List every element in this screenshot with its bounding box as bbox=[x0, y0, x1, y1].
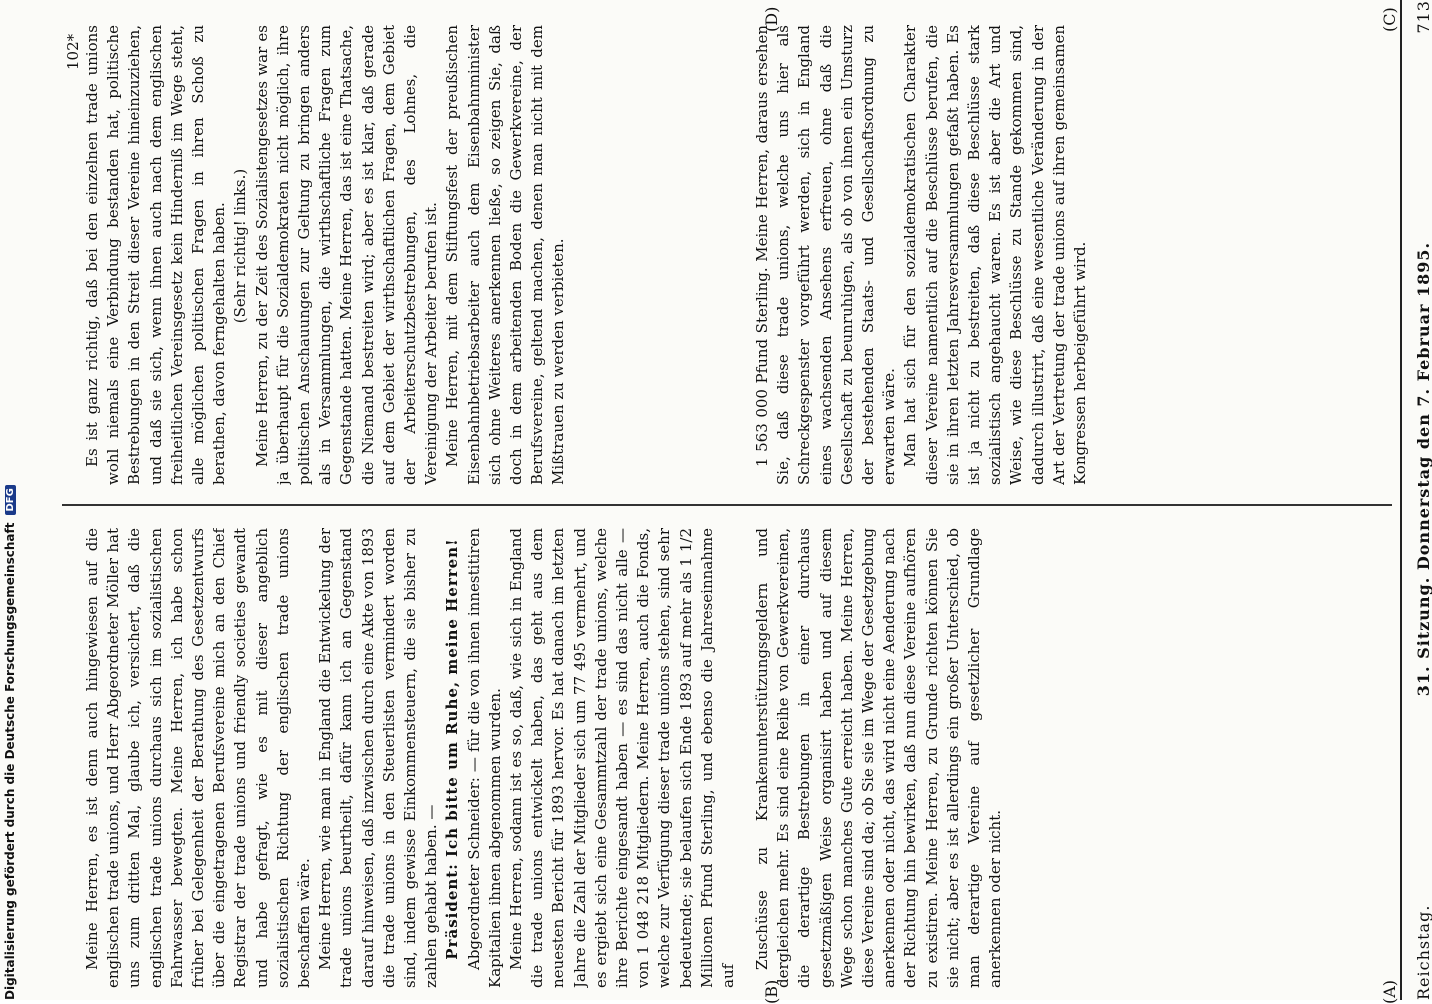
dfg-logo: DFG bbox=[5, 485, 16, 514]
paragraph: Zuschüsse zu Krankenunterstützungsgeldern und dergleichen mehr. Es sind eine Reihe von Gewerkvereinen, die derartige Bestrebungen in einer durchaus gesetzmäßigen Weise organisirt haben und auf diesem Wege schon manches Gute erreicht haben. Meine Herren, diese Vereine sind da; ob Sie sie im Wege der Gesetzgebung anerkennen oder nicht, das wird nicht eine Aenderung nach der Richtung hin bewirken, daß nun diese Vereine aufhören zu existiren. Meine Herren, zu Grunde richten können Sie sie nicht; aber es ist allerdings ein großer Unterschied, ob man derartige Vereine auf gesetzlicher Grundlage anerkennen oder nicht. bbox=[752, 528, 1006, 988]
rotated-page-content bbox=[62, 0, 1432, 1000]
page-number: 713 bbox=[1414, 0, 1432, 34]
paragraph: Man hat sich für den sozialdemokratischen Charakter dieser Vereine namentlich auf die Beschlüsse berufen, die sie in ihren letzten Jahresversammlungen gefaßt haben. Es ist ja nicht zu bestreiten, daß diese Beschlüsse stark sozialistisch angehaucht waren. Es ist aber die Art und Weise, wie diese Beschlüsse zu Stande gekommen sind, dadurch illustrirt, daß eine wesentliche Veränderung in der Art der Vertretung der trade unions auf ihren gemeinsamen Kongressen herbeigeführt wird. bbox=[900, 25, 1091, 485]
header-center: 31. Sitzung. Donnerstag den 7. Februar 1895. bbox=[1414, 242, 1432, 696]
paragraph: Meine Herren, wie man in England die Entwickelung der trade unions beurtheilt, dafür kann ich an Gegenstand darauf hinweisen, daß inzwischen durch eine Akte von 1893 die trade unions in den Steuerlisten vermindert worden sind, indem gewisse Einkommensteuern, die sie bisher zu zahlen gehabt haben. — bbox=[315, 528, 442, 988]
header-rule bbox=[1400, 0, 1402, 1000]
digitization-credit bbox=[0, 0, 20, 1000]
sheet-signature: 102* bbox=[64, 34, 82, 70]
paragraph: Meine Herren, es ist denn auch hingewiesen auf die englischen trade unions, und Herr Abgeordneter Möller hat uns zum dritten Mal, glaube ich, versichert, daß die englischen trade unions durchaus sich im sozialistischen Fahrwasser bewegten. Meine Herren, ich habe schon früher bei Gelegenheit der Berathung des Gesetzentwurfs über die eingetragenen Berufsvereine mich an den Chief Registrar der trade unions und friendly societies gewandt und habe gefragt, wie es mit dieser angeblich sozialistischen Richtung der englischen trade unions beschaffen wäre. bbox=[82, 528, 315, 988]
running-header bbox=[1407, 0, 1432, 1000]
speaker-line-president: Präsident: Ich bitte um Ruhe, meine Herren! bbox=[442, 528, 463, 988]
paragraph: Meine Herren, sodann ist es so, daß, wie sich in England die trade unions entwickelt haben, das geht aus dem neuesten Bericht für 1893 hervor. Es hat danach im letzten Jahre die Zahl der Mitglieder sich um 77 495 vermehrt, und es ergiebt sich eine Gesammtzahl der trade unions, welche ihre Berichte eingesandt haben — es sind das nicht alle — von 1 048 218 Mitgliedern. Meine Herren, auch die Fonds, welche zur Verfügung dieser trade unions stehen, sind sehr bedeutende; sie belaufen sich Ende 1893 auf mehr als 1 1/2 Millionen Pfund Sterling, und ebenso die Jahreseinnahme auf bbox=[506, 528, 739, 988]
margin-marker-a: (A) bbox=[1380, 980, 1399, 1004]
left-column-bottom bbox=[82, 528, 742, 988]
interjection: (Sehr richtig! links.) bbox=[230, 25, 251, 485]
margin-marker-c: (C) bbox=[1380, 7, 1399, 32]
paragraph: Meine Herren, mit dem Stiftungsfest der preußischen Eisenbahnbetriebsarbeiter auch dem Eisenbahnminister sich ohne Weiteres anerkennen ließe, so zeigen Sie, daß doch in dem arbeitenden Boden die Gewerkvereine, der Berufsvereine, geltend machen, denen man nicht mit dem Mißtrauen zu werden verbieten. bbox=[442, 25, 569, 485]
right-column-top bbox=[752, 25, 1392, 485]
paragraph: Meine Herren, zu der Zeit des Sozialistengesetzes war es ja überhaupt für die Sozialdemokraten nicht möglich, ihre politischen Anschauungen zur Geltung zu bringen anders als in Versammlungen, die wirthschaftliche Fragen zum Gegenstande hatten. Meine Herren, das ist eine Thatsache, die Niemand bestreiten wird; aber es ist klar, daß gerade auf dem Gebiet der wirthschaftlichen Fragen, dem Gebiet der Arbeiterschutzbestrebungen, des Lohnes, die Vereinigung der Arbeiter berufen ist. bbox=[252, 25, 443, 485]
header-left: Reichstag. bbox=[1414, 905, 1432, 1000]
paragraph: 1 563 000 Pfund Sterling. Meine Herren, daraus ersehen Sie, daß diese trade unions, welche uns hier als Schreckgespenster vorgeführt werden, sich in England eines wachsenden Ansehens erfreuen, ohne daß die Gesellschaft zu beunruhigen, als ob von ihnen ein Umsturz der bestehenden Staats- und Gesellschaftsordnung zu erwarten wäre. bbox=[752, 25, 900, 485]
credit-text: Digitalisierung gefördert durch die Deutsche Forschungsgemeinschaft bbox=[3, 523, 17, 1000]
margin-marker-d: (D) bbox=[762, 7, 781, 32]
paragraph: Es ist ganz richtig, daß bei den einzelnen trade unions wohl niemals eine Verbindung bestanden hat, politische Bestrebungen in den Streit dieser Vereine hineinzuziehen, und daß sie sich, wenn ihnen auch nach dem englischen freiheitlichen Vereinsgesetz kein Hinderniß im Wege steht, alle möglichen politischen Fragen in ihren Schoß zu berathen, davon ferngehalten haben. bbox=[82, 25, 230, 485]
column-divider bbox=[62, 504, 1392, 506]
right-column-bottom bbox=[82, 25, 742, 485]
left-column-top bbox=[752, 528, 1392, 988]
margin-marker-b: (B) bbox=[762, 980, 781, 1004]
paragraph: Abgeordneter Schneider: — für die von ihnen innestitiren Kapitalien ihnen abgenommen wurden. bbox=[464, 528, 506, 988]
